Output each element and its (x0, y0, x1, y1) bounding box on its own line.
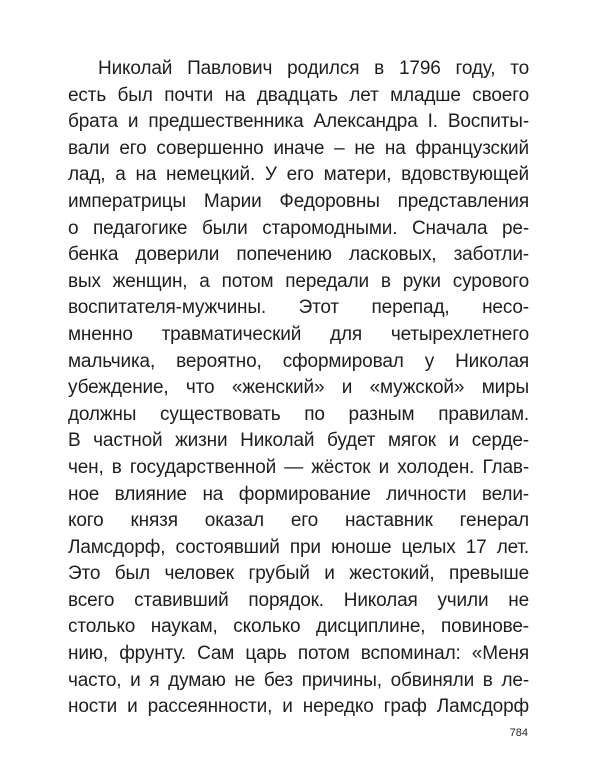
text-line: должны существовать по разным правилам. (68, 403, 529, 425)
text-line: мальчика, вероятно, сформировал у Николая (68, 350, 529, 372)
text-line: нию, фрунту. Сам царь потом вспоминал: «Меня (68, 643, 529, 665)
text-line: мненно травматический для четырехлетнего (68, 323, 529, 345)
text-line: о педагогике были старомодными. Сначала ре- (68, 217, 529, 239)
body-text (68, 56, 529, 721)
text-line: императрицы Марии Федоровны представления (68, 190, 529, 212)
text-line: убеждение, что «женский» и «мужской» миры (68, 377, 529, 399)
text-line: ное влияние на формирование личности вели- (68, 483, 529, 505)
text-line: В частной жизни Николай будет мягок и серде- (68, 430, 529, 452)
text-line: вали его совершенно иначе – не на французский (68, 137, 529, 159)
text-line: есть был почти на двадцать лет младше своего (68, 84, 529, 106)
text-line: кого князя оказал его наставник генерал (68, 510, 529, 532)
text-line: брата и предшественника Александра I. Воспиты- (68, 111, 529, 133)
text-line: лад, а на немецкий. У его матери, вдовствующей (68, 164, 529, 186)
text-line: Это был человек грубый и жестокий, превыше (68, 563, 529, 585)
text-line: воспитателя-мужчины. Этот перепад, несо- (68, 297, 529, 319)
text-line: ности и рассеянности, и нередко граф Ламсдорф (68, 696, 529, 718)
text-line: бенка доверили попечению ласковых, заботли- (68, 244, 529, 266)
text-line: Ламсдорф, состоявший при юноше целых 17 лет. (68, 536, 529, 558)
text-line: вых женщин, а потом передали в руки сурового (68, 270, 529, 292)
text-line: столько наукам, сколько дисциплине, повинове- (68, 616, 529, 638)
page-number: 784 (509, 727, 528, 739)
text-line: всего ставивший порядок. Николая учили не (68, 589, 529, 611)
text-line: чен, в государственной — жёсток и холоден. Глав- (68, 456, 529, 478)
text-line: Николай Павлович родился в 1796 году, то (98, 58, 529, 79)
text-line: часто, и я думаю не без причины, обвиняли в ле- (68, 669, 529, 691)
